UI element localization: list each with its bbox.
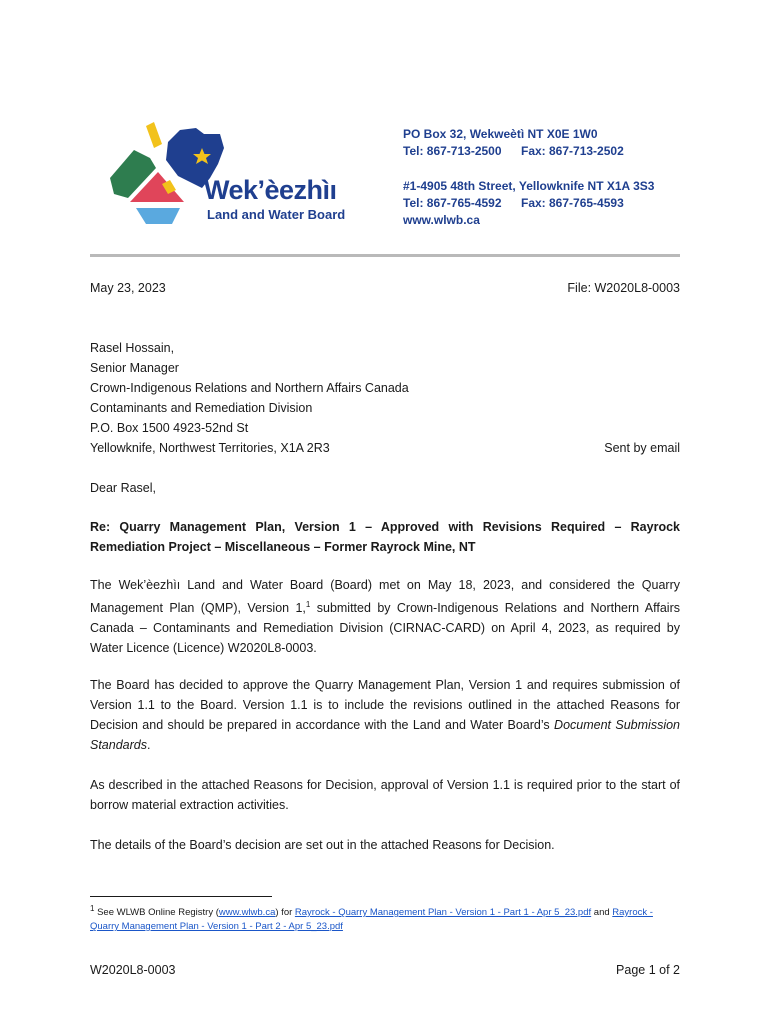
org-name: Wek’èezhìı [204,175,337,205]
subject-line: Re: Quarry Management Plan, Version 1 – Approved with Revisions Required – Rayrock Remediation Project – Miscellaneous – Former Rayrock Mine, NT [90,520,680,554]
footnote [90,902,680,934]
salutation: Dear Rasel, [90,481,156,495]
delivery-method: Sent by email [604,441,680,455]
paragraph-4: The details of the Board’s decision are set out in the attached Reasons for Decision. [90,838,555,852]
file-number: File: W2020L8-0003 [567,281,680,295]
footnote-text: and [591,907,613,919]
header-divider [90,254,680,257]
org-subtitle: Land and Water Board [207,207,346,222]
paragraph-1-text-a: The Wek’èezhìı Land and Water Board (Board) met on May 18, 2023, and considered the Quarry Management Plan (QMP), Version 1, [90,578,680,616]
footnote-number: 1 [90,904,95,913]
recipient-line: P.O. Box 1500 4923-52nd St [90,421,249,435]
recipient-line: Rasel Hossain, [90,341,175,355]
paragraph-1-text-b: submitted by Crown-Indigenous Relations and Northern Affairs Canada – Contaminants and Remediation Division (CIRNAC-CARD) on April 4, 2023, as required by Water Licence (Licence) W2020L8-0003. [90,601,680,656]
paragraph-2 [90,675,680,755]
address-2-contact [403,195,624,212]
footer-file-number: W2020L8-0003 [90,963,176,977]
address-1-contact [403,143,624,160]
paragraph-2-text-b: . [146,738,151,752]
website-link[interactable]: www.wlwb.ca [403,213,480,227]
footnote-text: See WLWB Online Registry ( [94,907,219,919]
paragraph-2-emphasis: Document Submission Standards [90,718,680,752]
qmp-part1-link[interactable]: Rayrock - Quarry Management Plan - Version 1 - Part 1 - Apr 5_23.pdf [294,907,592,919]
address-2-tel: Tel: 867-765-4592 [403,196,502,210]
address-2-fax: Fax: 867-765-4593 [521,196,624,210]
address-2-line: #1-4905 48th Street, Yellowknife NT X1A 3S3 [403,179,655,193]
recipient-line: Crown-Indigenous Relations and Northern Affairs Canada [90,381,409,395]
page-number: Page 1 of 2 [616,963,680,977]
footnote-text: ) for [275,907,295,919]
recipient-line: Contaminants and Remediation Division [90,401,313,415]
address-1-fax: Fax: 867-713-2502 [521,144,624,158]
logo-yellow-shape [146,122,162,148]
recipient-line: Senior Manager [90,361,179,375]
footnote-divider [90,896,272,897]
logo-water-shape [136,208,180,224]
address-1-tel: Tel: 867-713-2500 [403,144,502,158]
paragraph-2-text-a: The Board has decided to approve the Quarry Management Plan, Version 1 and requires submission of Version 1.1 to the Board. Version 1.1 is to include the revisions outlined in the attached Reasons for Decision and should be prepared in accordance with the Land and Water Board’s [90,678,680,732]
registry-link[interactable]: www.wlwb.ca [218,907,276,919]
qmp-part2-link[interactable]: Rayrock - Quarry Management Plan - Version 1 - Part 2 - Apr 5_23.pdf [90,907,653,933]
footnote-ref[interactable]: 1 [305,600,311,609]
address-1-line: PO Box 32, Wekweètì NT X0E 1W0 [403,127,598,141]
paragraph-3: As described in the attached Reasons for Decision, approval of Version 1.1 is required prior to the start of borrow material extraction activities. [90,778,680,812]
letter-date: May 23, 2023 [90,281,166,295]
paragraph-1 [90,575,680,658]
recipient-line: Yellowknife, Northwest Territories, X1A 2R3 [90,441,330,455]
